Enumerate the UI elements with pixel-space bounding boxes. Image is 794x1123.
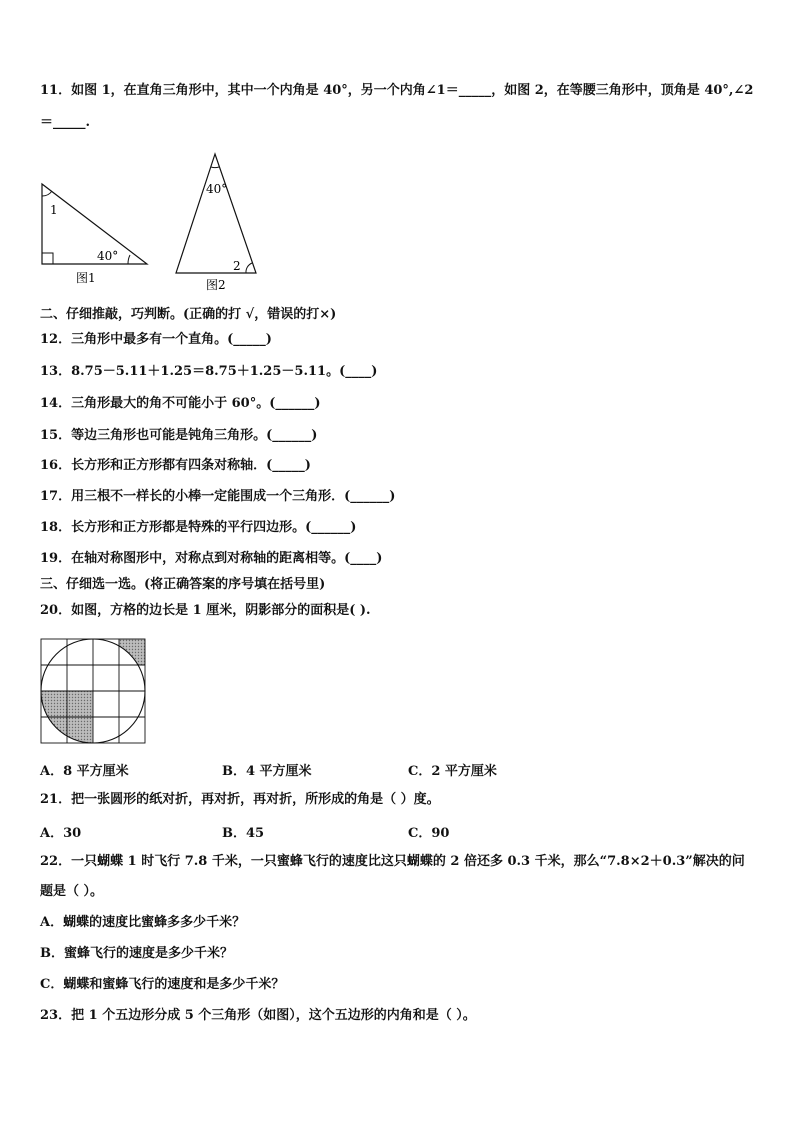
q21-option-a[interactable]: A．30 xyxy=(40,826,82,841)
q22-option-b[interactable]: B．蜜蜂飞行的速度是多少千米？ xyxy=(40,946,233,961)
q20-option-b[interactable]: B．4 平方厘米 xyxy=(222,764,312,779)
q18: 18．长方形和正方形都是特殊的平行四边形。(______) xyxy=(40,520,357,535)
figure-1-right-triangle xyxy=(30,176,160,288)
q22-option-c[interactable]: C．蝴蝶和蜜蜂飞行的速度和是多少千米？ xyxy=(40,977,285,992)
q21-option-b[interactable]: B．45 xyxy=(222,826,265,841)
q15: 15．等边三角形也可能是钝角三角形。(______) xyxy=(40,428,318,443)
q23-text: 23．把 1 个五边形分成 5 个三角形（如图），这个五边形的内角和是（ ）。 xyxy=(40,1008,476,1023)
q16: 16．长方形和正方形都有四条对称轴．(_____) xyxy=(40,458,311,473)
angle-2-arc xyxy=(246,263,252,273)
angle-1-label: 1 xyxy=(50,203,58,217)
right-triangle-shape xyxy=(42,184,147,264)
q14: 14．三角形最大的角不可能小于 60°。(______) xyxy=(40,396,321,411)
figure-1-caption: 图1 xyxy=(76,271,96,285)
figure-2-caption: 图2 xyxy=(206,278,226,292)
q20-option-c[interactable]: C．2 平方厘米 xyxy=(408,764,497,779)
q20-text: 20．如图，方格的边长是 1 厘米，阴影部分的面积是( ). xyxy=(40,603,371,618)
q19: 19．在轴对称图形中，对称点到对称轴的距离相等。(____) xyxy=(40,551,383,566)
angle-40-arc xyxy=(128,255,130,264)
q22-text-line1: 22．一只蝴蝶 1 时飞行 7.8 千米，一只蜜蜂飞行的速度比这只蝴蝶的 2 倍还多 0.3 千米，那么“7.8×2＋0.3”解决的问 xyxy=(40,854,745,869)
q12: 12．三角形中最多有一个直角。(_____) xyxy=(40,332,272,347)
angle-40-label-fig1: 40° xyxy=(97,249,119,263)
q11-line2: ＝_____. xyxy=(40,115,91,130)
q17: 17．用三根不一样长的小棒一定能围成一个三角形．(______) xyxy=(40,489,396,504)
q20-grid-figure xyxy=(38,636,150,748)
section-3-heading: 三、仔细选一选。(将正确答案的序号填在括号里) xyxy=(40,577,326,592)
q22-option-a[interactable]: A．蝴蝶的速度比蜜蜂多多少千米？ xyxy=(40,915,246,930)
q21-option-c[interactable]: C．90 xyxy=(408,826,450,841)
shaded-corner-top-right xyxy=(119,639,145,665)
apex-angle-label: 40° xyxy=(206,182,228,196)
right-angle-marker xyxy=(42,253,53,264)
q21-text: 21．把一张圆形的纸对折，再对折，再对折，所形成的角是（ ）度。 xyxy=(40,792,440,807)
figure-2-isosceles-triangle xyxy=(168,148,268,294)
angle-1-arc xyxy=(42,191,52,196)
q22-text-line2: 题是（ ）。 xyxy=(40,884,104,899)
angle-2-label: 2 xyxy=(233,259,241,273)
apex-angle-arc xyxy=(211,167,219,168)
q11-line1: 11．如图 1，在直角三角形中，其中一个内角是 40°，另一个内角∠1＝_____，如图 2，在等腰三角形中，顶角是 40°,∠2 xyxy=(40,83,754,98)
q20-option-a[interactable]: A．8 平方厘米 xyxy=(40,764,129,779)
q13: 13．8.75－5.11＋1.25＝8.75＋1.25－5.11。(____) xyxy=(40,364,378,379)
isosceles-triangle-shape xyxy=(176,154,256,273)
section-2-heading: 二、仔细推敲，巧判断。(正确的打 √，错误的打×) xyxy=(40,307,337,322)
